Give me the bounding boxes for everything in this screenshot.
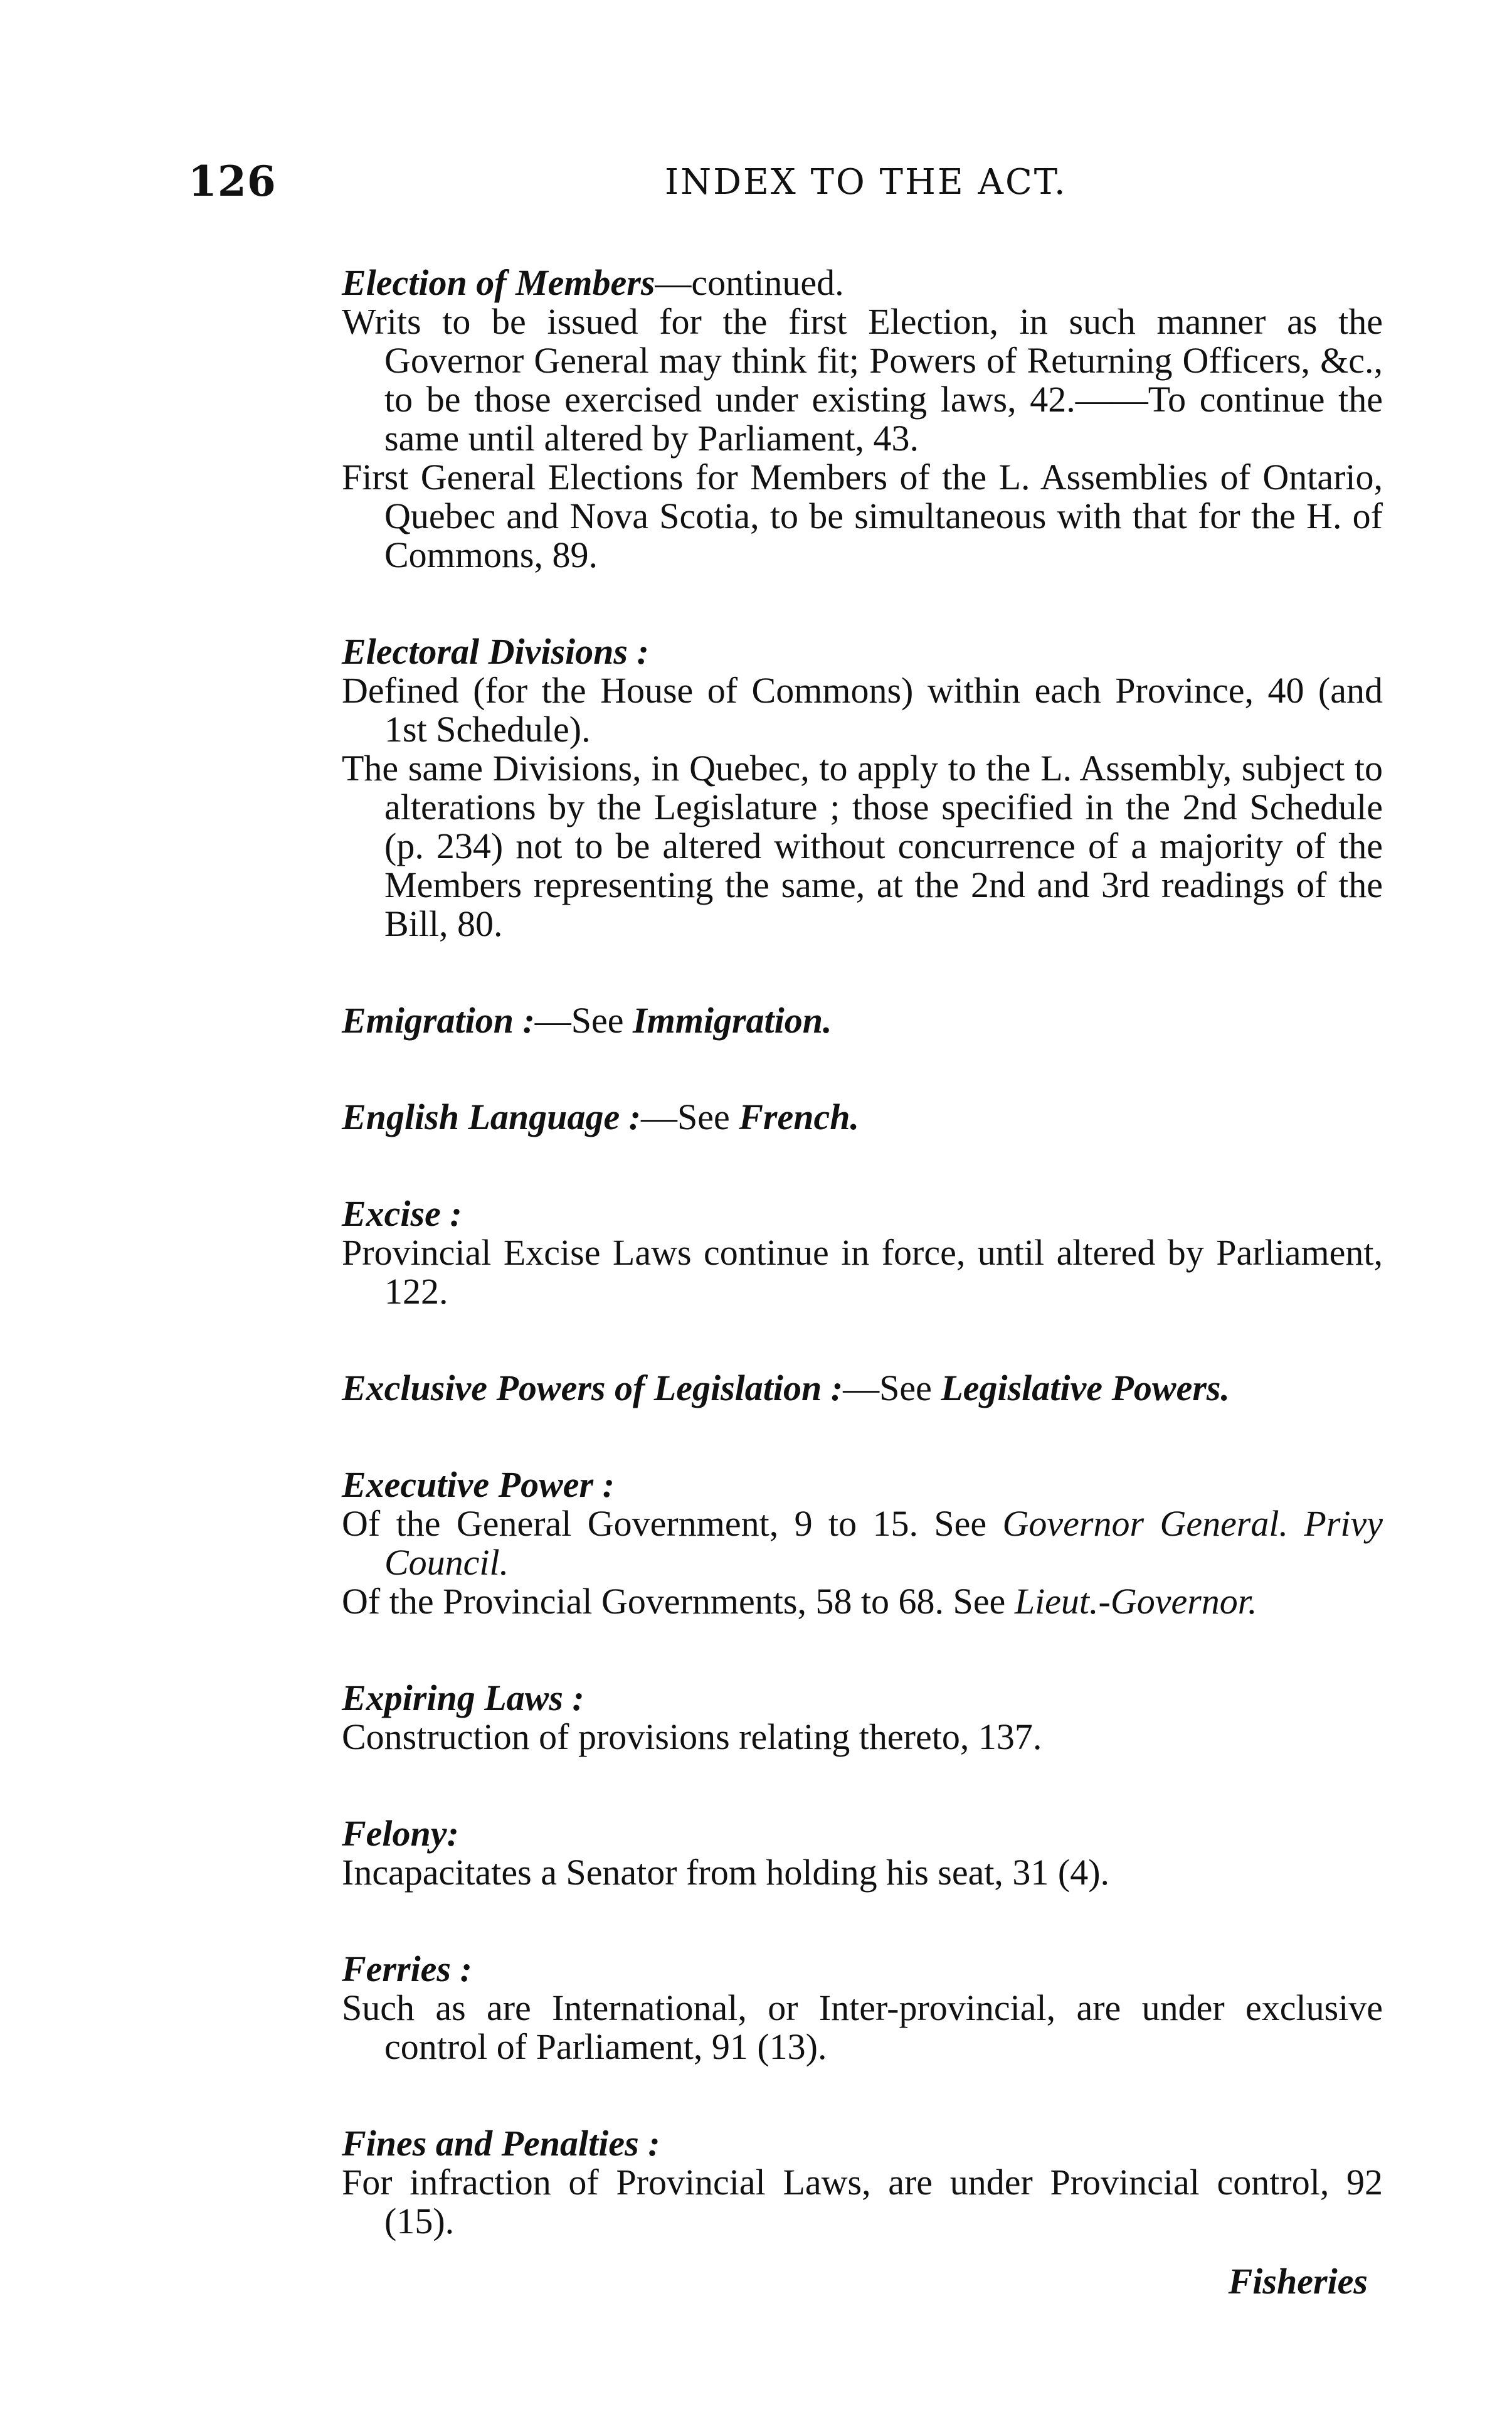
see-prefix: —See — [641, 1097, 739, 1137]
entry-heading — [342, 1001, 1383, 1040]
entry-item: First General Elections for Members of the L. Assemblies of Ontario, Quebec and Nova Scotia, to be simultaneous with that for the H. of Commons, 89. — [342, 457, 1383, 575]
see-reference: French. — [739, 1097, 860, 1137]
entry-heading-text: Election of Members — [342, 262, 655, 303]
index-entry-electoral-divisions — [342, 632, 1383, 944]
index-entry-exclusive-powers — [342, 1369, 1383, 1408]
entry-heading: Fines and Penalties : — [342, 2123, 660, 2164]
index-entry-expiring-laws — [342, 1679, 1383, 1757]
running-title: INDEX TO THE ACT. — [665, 162, 1067, 203]
see-reference: Immigration. — [633, 1000, 832, 1041]
entry-heading: Felony: — [342, 1813, 459, 1854]
entry-heading — [342, 1098, 1383, 1137]
index-entry-english-language — [342, 1098, 1383, 1137]
see-reference: Legislative Powers. — [941, 1368, 1230, 1408]
cross-reference: Lieut.-Governor. — [1014, 1581, 1257, 1622]
entry-heading: Excise : — [342, 1193, 462, 1234]
page-number: 126 — [188, 157, 277, 206]
entry-heading: Expiring Laws : — [342, 1677, 584, 1718]
entry-heading: Ferries : — [342, 1948, 472, 1989]
entry-heading — [342, 263, 1383, 302]
index-entry-ferries — [342, 1950, 1383, 2066]
entry-heading-text: English Language : — [342, 1097, 641, 1137]
entry-item: Construction of provisions relating thereto, 137. — [342, 1716, 1042, 1757]
entry-item-text: Of the General Government, 9 to 15. See — [342, 1503, 1003, 1544]
see-prefix: —See — [843, 1368, 941, 1408]
entry-item — [342, 1582, 1383, 1621]
entry-item: Writs to be issued for the first Election, in such manner as the Governor General may think fit; Powers of Returning Officers, &c., to be those exercised under existing laws, 42.——To continue the same until altered by Parliament, 43. — [342, 301, 1383, 459]
index-entry-fines-and-penalties — [342, 2124, 1383, 2241]
entry-item: Incapacitates a Senator from holding his seat, 31 (4). — [342, 1852, 1110, 1893]
entry-item: For infraction of Provincial Laws, are under Provincial control, 92 (15). — [342, 2162, 1383, 2241]
entry-heading-text: Exclusive Powers of Legislation : — [342, 1368, 843, 1408]
index-entry-executive-power — [342, 1465, 1383, 1621]
entry-heading-text: Emigration : — [342, 1000, 535, 1041]
entry-item — [342, 1504, 1383, 1582]
entry-item-text: Of the Provincial Governments, 58 to 68. See — [342, 1581, 1015, 1622]
index-entry-election-of-members — [342, 263, 1383, 575]
entry-heading-suffix: —continued. — [655, 262, 844, 303]
entry-item: Defined (for the House of Commons) within each Province, 40 (and 1st Schedule). — [342, 670, 1383, 750]
index-entry-felony — [342, 1814, 1383, 1892]
catchword: Fisheries — [1228, 2261, 1368, 2302]
entry-item: The same Divisions, in Quebec, to apply to the L. Assembly, subject to alterations by the Legislature ; those specified in the 2nd Schedule (p. 234) not to be altered without concurrence of a majority of the Members representing the same, at the 2nd and 3rd readings of the Bill, 80. — [342, 748, 1383, 944]
entry-item: Provincial Excise Laws continue in force, until altered by Parliament, 122. — [342, 1232, 1383, 1312]
entry-heading — [342, 1369, 1383, 1408]
cross-reference: Governor General. Privy Council. — [384, 1503, 1383, 1583]
index-entry-excise — [342, 1194, 1383, 1311]
entry-item: Such as are International, or Inter-provincial, are under exclusive control of Parliament, 91 (13). — [342, 1987, 1383, 2067]
index-entry-emigration — [342, 1001, 1383, 1040]
entry-heading: Executive Power : — [342, 1464, 615, 1505]
entry-heading: Electoral Divisions : — [342, 631, 649, 672]
see-prefix: —See — [534, 1000, 633, 1041]
index-content — [342, 263, 1383, 2299]
